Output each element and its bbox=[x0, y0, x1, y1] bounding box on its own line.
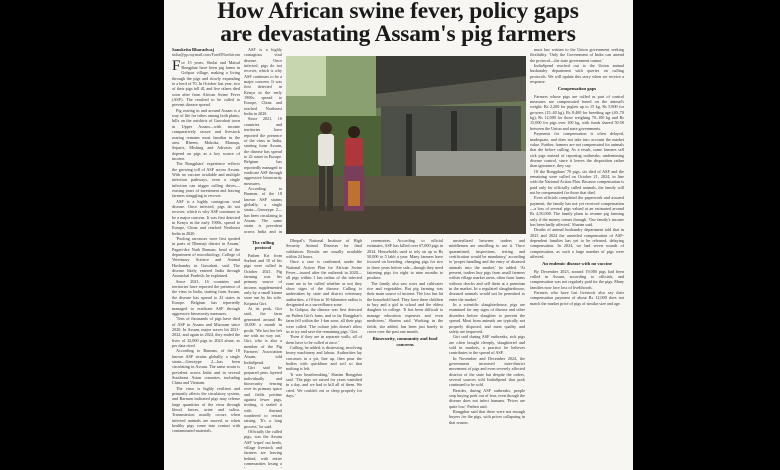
paragraph: Since 2021, 16 countries and territories have reported the presence of the virus in India, starting from Assam, the disease has spread to 22 states in Europe. Belgium has reportedly managed to eradicate ASF through aggressive biosecurity measures. bbox=[244, 116, 282, 186]
article-column-2-top bbox=[244, 47, 282, 235]
paragraph: The family also saw sows and cultivates rice and vegetables. But pig farming was their main source of income. The loss has hit the household hard. They have three children to buy and a girl in school and the eldest daughter in college. 'It has been difficult to manage education expenses and even medicines,' Sharim said. Working in the fields, she added, has been just barely to cover over the past one month. bbox=[367, 280, 443, 334]
paragraph: ASF is a highly contagious viral disease. Once infected, pigs do not recover, which is why ASF continues to be a major concern. It was first detected in Kenya in the early 1900s, spread to Europe, China and reached Northeast India in 2020. bbox=[172, 198, 240, 236]
article-column-5 bbox=[449, 238, 525, 468]
article-column-6 bbox=[530, 47, 624, 467]
paragraph: Culling, he added, is distressing, involving heavy machinery and labour. Authorities lay carcasses in a pit, line up, then pour the bodies with quicklime and soil so that nothing is left. bbox=[286, 344, 362, 372]
paragraph: Even officials completed the paperwork and assured payment, the family has not yet received compensation—a loss of several pigs valued at an estimated around Rs 4,50,000. The family plans to resume pig farming only if the money comes through. 'Our family's income has been badly affected,' Sharim said. bbox=[530, 195, 624, 227]
paragraph: By December 2023, around 19,000 pigs had been culled in Assam, according to officials, and compensation was not regularly paid for the pigs. Many families now face loss of livelihoods. bbox=[530, 268, 624, 290]
paragraph: Once a case is confirmed, under the National Action Plan for African Swine Fever—issued after the outbreak in 2020—all pigs within 1 km radius of the infected zone are to be culled whether or not they show signs of the disease. Culling is undertaken by state and district veterinary authorities, a 10-km to 10-kilometre radius is designated as a surveillance zone. bbox=[286, 259, 362, 308]
article-column-3 bbox=[286, 238, 362, 468]
subhead-culling: The culling protocol bbox=[251, 240, 275, 251]
subhead-compensation: Compensation gaps bbox=[557, 86, 597, 92]
paragraph: For 15 years, Sholai and Maisal Rongphar have been pig farms in Gohpur village, making a living through the pigs and slowly expanding to a herd of 70. In October last year, two of their pigs fell ill, and five others died soon after from African Swine Fever (ASF). The resulted to be culled to prevent disease spread. bbox=[172, 57, 240, 108]
article-column-2 bbox=[244, 238, 282, 468]
photo-farmers-at-pigsty bbox=[286, 56, 526, 234]
paragraph: Deaths of animal husbandry department told that in 2023 and 2024 the unsettled compensation of ASF-dependent families has yet to be released, delaying compensation. In 2024, we had seven rounds of compensation, as such a large number of pigs were affected. bbox=[530, 227, 624, 260]
article-column-1 bbox=[172, 47, 240, 467]
paragraph: 'Even if they are in separate walls, all of them have to be culled at once.' bbox=[286, 334, 362, 345]
newspaper-page bbox=[164, 0, 633, 470]
paragraph: Since 2021, 16 countries and territories have reported the presence of the virus in India, starting from Assam, the disease has spread to 22 states in Europe. Belgium has reportedly managed to eradicate ASF through aggressive biosecurity measures. bbox=[172, 278, 240, 316]
paragraph: In Gohpur, the disease was first detected on Pathen Giri's farm, and so far Rongphar's farm fell within the 1-km zone, all their pigs were culled. 'The culture jobs doesn't allow us to try and save the remaining pigs,' Giri. bbox=[286, 307, 362, 334]
headline bbox=[172, 0, 624, 46]
paragraph: In a scientific slaughterhouse, pigs are examined for any signs of disease and other disorders before slaughter to prevent the spread. Meat from animals are typically not properly disposed, and meat quality and safety are improved. bbox=[449, 302, 525, 334]
paragraph: ceremonies. According to official estimates, ASF has killed over 67,000 pigs in 2024. Households used to rely on up to Rs 50,000 to 5 lakh a year. Many farmers have focused on breeding, changing pigs for two to three years before sale—though they need fattening pigs for eight to nine months to produce. bbox=[367, 238, 443, 281]
paragraph: According to Barman, of the 18 known ASF strains globally, a single strain—Genotype 2—has been circulating in Assam. The same strain is prevalent across India and in several Southeast Asian countries, including China and Vietnam. bbox=[172, 348, 240, 386]
paragraph: must law written to the Union government seeking flexibility. 'Only the Government of India can amend the protocol—the state government cannot.' bbox=[530, 47, 624, 63]
paragraph: Besides, during ASF outbreaks, people stop buying pork out of fear, even though the disease does not infect humans. 'Prices are quite low,' Pathen said. bbox=[449, 387, 525, 409]
paragraph: In November and December 2024, the government increased inter-district movement of pigs and even severely affected districts of the state but despite the orders, several sources told IndiaSpend that pork continued to be sold. bbox=[449, 355, 525, 388]
subhead-biosecurity: Biosecurity, community and food concerns bbox=[372, 336, 438, 347]
paragraph: Farmers who have lost livestock also say their compensation payment of about Rs 12,000 does not match the market price of pigs of similar size and age. bbox=[530, 290, 624, 306]
paragraph: Dhopal's National Institute of High Security Animal Diseases for final validation. Results are usually available within 24 hours. bbox=[286, 238, 362, 260]
article-photo bbox=[286, 56, 526, 234]
paragraph: At its peak, Giri said, the farm generated around Rs 10,000 a month in profit. 'We lost her left me with no way out,' Giri, who is also a member of the Pig Farmers' Association Assam, told IndiaSpend. bbox=[244, 306, 282, 365]
paragraph: The Rongphars' experience reflects the growing toll of ASF across Assam. With no vaccine available and multiple infection pathways, even a single infection can trigger culling drives—erasing years of investment and leaving farmers struggling to recover. bbox=[172, 161, 240, 199]
byline-email: india@pp.mymail.com/FareBNordstrom bbox=[172, 52, 240, 58]
paragraph: Pathen Kri from Sorbari and 10 of his pigs were culled in October 2021. Pig farming was his primary source of income, supplemented only by a small kirana store run by his wife, Kripasta Giri. bbox=[244, 252, 282, 306]
paragraph: Officially the culled pigs, was the Assam ASF 'wipes' out herds, village livestock and farmers are leaving behind, with entire communities losing a bbox=[244, 429, 282, 467]
paragraph: ASF is a highly contagious viral disease. Once infected, pigs do not recover, which is why ASF continues to be a major concern. It was first detected in Kenya in the early 1900s, spread to Europe, China and reached Northeast India in 2020. bbox=[244, 47, 282, 117]
paragraph: Pig rearing in and around Assam is a way of life for tribes among both plains, hills on the outskirts of Guwahati town in Upper Assam—with income comparatively secure and livestock rearing remains most familiar in the area. Rheem, Mokoka, Manaqu, Separis, Mishing and Adivasis all depend on pigs as a key source of income. bbox=[172, 107, 240, 161]
drop-cap: F bbox=[172, 57, 181, 74]
paragraph: IndiaSpend reached out to the Union animal husbandry department with queries on culling protocols. We will update this story when we receive a response. bbox=[530, 63, 624, 85]
paragraph: 'Pooling carcasses were first spotted in parts of Dhemaji district in Assam,' Pagari-dra Nath Barman, head of the department of microbiology, College of Veterinary Science and Animal Husbandry in Guwahati, said. The disease likely entered India through Arunachal Pradesh, he explained. bbox=[172, 236, 240, 279]
byline-author: Sanskrita Bharadwaj bbox=[172, 47, 214, 52]
headline-line-1: How African swine fever, policy gaps bbox=[217, 0, 579, 24]
headline-line-2: are devastating Assam's pig farmers bbox=[220, 21, 576, 47]
article-column-4 bbox=[367, 238, 443, 468]
paragraph: Giri said he prepared pens layered individually and biosecurity fencing over its primary space and fields pristine against fewer pigs, trotting, it sealed it with thermal wondered to restart raising. 'It's a long process,' he said. bbox=[244, 364, 282, 429]
paragraph: unsterilized between traders and middlemen are unwilling to use it. 'Once quarantined, inspections, testing and certification would be mandatory,' according to 'proper handling and the entry of diseased animals into the market,' he added. 'At present, traders buy pigs from small farmers within village market areas, often from farms without checks and sell them at a premium in the market. In a regulated slaughterhouse, diseased animals would not be permitted to enter the market.' bbox=[449, 238, 525, 302]
paragraph: Giri said during ASF outbreaks, sick pigs are often bought cheaply, slaughtered and sold in markets, a practice he believes contributes to the spread of ASF. bbox=[449, 334, 525, 356]
paragraph: Farmers whose pigs are culled as part of control measures are compensated based on the animal's weight: Rs 2,200 for piglets up to 15 kg, Rs 5,800 for growers (15–40 kg), Rs 8,400 for breeding age (40–70 kg), Rs 12,000 for those weighing 70–100 kg and Rs 15,000 for pigs over 100 kg, with funds shared 50:50 between the Union and state governments. bbox=[530, 93, 624, 131]
paragraph: Rongphar said that there were not enough buyers for the pigs, with prices collapsing in that season. bbox=[449, 409, 525, 425]
subhead-endemic: An endemic disease with no vaccine bbox=[542, 261, 612, 267]
paragraph: According to Barman, of the 18 known ASF strains globally, a single strain—Genotype 2—has been circulating in Assam. The same strain is prevalent across India and in bbox=[244, 185, 282, 234]
paragraph: 'It was heartbreaking,' Sharim Rongphar said. 'The pigs we raised for years vanished in a day, and we had to kill all of them. We cried. We couldn't eat or sleep properly for days.' bbox=[286, 371, 362, 398]
person-woman bbox=[344, 126, 364, 211]
paragraph: The virus is highly resilient and primarily affects the circulatory system, and Barman indicated pigs may release large quantities of the virus through blood, faeces, urine and saliva. Transmission usually occurs when infected animals are moved, or when healthy pigs come into contact with contaminated materials. bbox=[172, 385, 240, 434]
paragraph: 'Tens of thousands of pigs have died of ASF in Assam and Mizoram since 2020. In Assam, major waves hit 2021-2022, and again in 2024, they ended the lives of 32,000 pigs in 2024 alone, as per data cited. bbox=[172, 316, 240, 348]
paragraph: Payments for compensation is often delayed, inadequate, and does not take into account the market value. Further, farmers are not compensated for animals that die before culling. As a result, some farmers sell sick pigs instead of reporting outbreaks, undermining disease control, since it leaves the disposition rather than ignorance, they say. bbox=[530, 131, 624, 169]
paragraph: Of the Rongphars' 70 pigs, six died of ASF and the remaining were culled on October 21, 2024, in line with the National Action Plan. Because compensation is paid only for officially culled animals, the family will not be compensated for those that died. bbox=[530, 168, 624, 195]
